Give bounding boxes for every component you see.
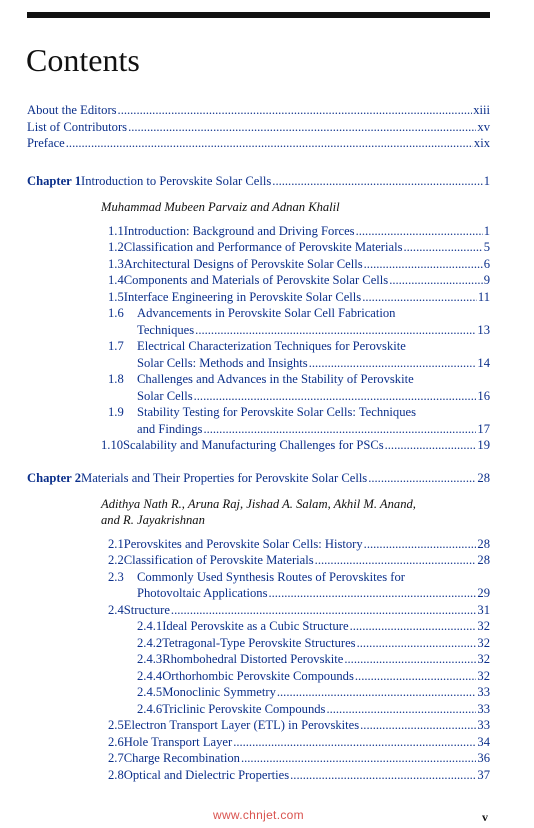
section-page: 28	[477, 553, 490, 567]
section-entry[interactable]	[137, 684, 490, 700]
section-title: Solar Cells	[137, 388, 193, 403]
section-title: Electron Transport Layer (ETL) in Perovskites	[123, 718, 360, 732]
section-page: 32	[477, 652, 490, 666]
chapter-authors: Adithya Nath R., Aruna Raj, Jishad A. Salam, Akhil M. Anand,	[101, 496, 416, 511]
section-page: 19	[477, 438, 490, 452]
dot-leader	[326, 701, 476, 717]
section-page: 14	[477, 355, 490, 370]
section-entry[interactable]	[108, 552, 490, 568]
section-title: Classification and Performance of Perovskite Materials	[123, 240, 403, 254]
section-page: 1	[483, 223, 490, 238]
section-entry[interactable]	[137, 618, 490, 634]
section-page: 32	[477, 668, 490, 683]
section-page: 33	[477, 701, 490, 716]
dot-leader	[385, 437, 477, 453]
section-title: Hole Transport Layer	[123, 734, 233, 749]
section-number: 1.1	[108, 223, 124, 238]
section-title: Challenges and Advances in the Stability of Perovskite	[137, 372, 414, 386]
dot-leader	[171, 602, 476, 618]
dot-leader	[403, 239, 482, 255]
entry-page: xv	[477, 119, 490, 134]
section-title: Monoclinic Symmetry	[162, 685, 276, 699]
dot-leader	[233, 734, 476, 750]
section-entry[interactable]	[108, 569, 490, 585]
entry-label: Preface	[27, 136, 65, 150]
section-number: 2.4.3	[137, 652, 163, 666]
chapter-number: Chapter 2	[27, 470, 81, 485]
section-title: Electrical Characterization Techniques for Perovskite	[137, 339, 406, 353]
section-title: Components and Materials of Perovskite Solar Cells	[123, 273, 389, 287]
section-page: 34	[477, 734, 490, 749]
section-entry[interactable]	[108, 734, 490, 750]
section-title: Photovoltaic Applications	[137, 586, 268, 600]
page-number: v	[482, 810, 488, 824]
section-entry-continued[interactable]	[137, 421, 490, 437]
dot-leader	[290, 767, 476, 783]
dot-leader	[277, 684, 477, 700]
section-entry[interactable]	[137, 701, 490, 717]
dot-leader	[364, 536, 477, 552]
dot-leader	[364, 256, 483, 272]
section-title: Perovskites and Perovskite Solar Cells: History	[123, 536, 363, 551]
section-page: 32	[477, 619, 490, 633]
section-title: and Findings	[137, 421, 203, 436]
section-number: 1.7	[108, 339, 124, 353]
section-title: Scalability and Manufacturing Challenges for PSCs	[123, 438, 384, 452]
watermark: www.chnjet.com	[213, 808, 304, 822]
toc-entry[interactable]	[27, 135, 490, 151]
section-title: Triclinic Perovskite Compounds	[162, 701, 326, 716]
dot-leader	[66, 135, 473, 151]
entry-page: xix	[473, 136, 490, 150]
section-entry[interactable]	[108, 338, 490, 354]
section-page: 9	[483, 273, 490, 287]
section-title: Advancements in Perovskite Solar Cell Fabrication	[137, 306, 396, 320]
dot-leader	[272, 173, 482, 189]
entry-label: List of Contributors	[27, 119, 128, 134]
toc-entry[interactable]	[27, 119, 490, 135]
section-number: 1.5	[108, 289, 124, 304]
section-number: 1.2	[108, 240, 124, 254]
section-title: Rhombohedral Distorted Perovskite	[162, 652, 344, 666]
dot-leader	[128, 119, 476, 135]
section-title: Classification of Perovskite Materials	[123, 553, 314, 567]
section-page: 5	[483, 240, 490, 254]
chapter-title: Materials and Their Properties for Perovskite Solar Cells	[81, 470, 368, 485]
section-entry[interactable]	[108, 223, 490, 239]
toc-entry[interactable]	[27, 102, 490, 118]
section-number: 1.4	[108, 273, 124, 287]
section-page: 36	[477, 751, 490, 765]
section-entry[interactable]	[137, 635, 490, 651]
chapter-title: Introduction to Perovskite Solar Cells	[81, 174, 272, 188]
section-title: Architectural Designs of Perovskite Solar Cells	[123, 256, 363, 271]
section-entry[interactable]	[108, 239, 490, 255]
dot-leader	[194, 388, 477, 404]
section-entry-continued[interactable]	[137, 322, 490, 338]
section-entry[interactable]	[101, 437, 490, 453]
section-entry[interactable]	[137, 651, 490, 667]
section-title: Interface Engineering in Perovskite Solar Cells	[123, 289, 362, 304]
section-entry[interactable]	[108, 602, 490, 618]
section-number: 1.9	[108, 405, 124, 419]
section-page: 31	[477, 602, 490, 617]
section-page: 17	[477, 421, 490, 436]
chapter-authors: Muhammad Mubeen Parvaiz and Adnan Khalil	[101, 200, 340, 214]
section-number: 2.4.6	[137, 701, 163, 716]
section-number: 2.7	[108, 751, 124, 765]
section-entry[interactable]	[108, 256, 490, 272]
dot-leader	[362, 289, 477, 305]
section-page: 37	[477, 767, 490, 782]
section-page: 33	[477, 718, 490, 732]
section-entry[interactable]	[108, 289, 490, 305]
section-title: Structure	[123, 602, 170, 617]
section-page: 16	[477, 388, 490, 403]
top-rule	[27, 12, 490, 18]
section-page: 28	[477, 536, 490, 551]
section-number: 1.8	[108, 372, 124, 386]
section-title: Tetragonal-Type Perovskite Structures	[162, 635, 356, 650]
section-entry[interactable]	[108, 404, 490, 420]
chapter-page: 28	[477, 470, 490, 485]
section-entry[interactable]	[137, 668, 490, 684]
dot-leader	[118, 102, 473, 118]
section-page: 6	[483, 256, 490, 271]
chapter-authors: and R. Jayakrishnan	[101, 513, 205, 527]
section-number: 1.10	[101, 438, 124, 452]
chapter-page: 1	[483, 174, 490, 188]
dot-leader	[241, 750, 476, 766]
section-number: 2.4.2	[137, 635, 163, 650]
section-number: 2.4.5	[137, 685, 163, 699]
section-number: 2.4.1	[137, 619, 163, 633]
section-page: 33	[477, 685, 490, 699]
section-entry[interactable]	[108, 305, 490, 321]
section-page: 32	[477, 635, 490, 650]
entry-page: xiii	[473, 103, 490, 117]
dot-leader	[350, 618, 477, 634]
section-entry-continued[interactable]	[137, 388, 490, 404]
chapter-number: Chapter 1	[27, 174, 81, 188]
dot-leader	[344, 651, 476, 667]
dot-leader	[355, 668, 477, 684]
section-page: 29	[477, 586, 490, 600]
dot-leader	[389, 272, 483, 288]
section-page: 13	[477, 322, 490, 337]
dot-leader	[356, 223, 483, 239]
section-entry-continued[interactable]	[137, 355, 490, 371]
dot-leader	[360, 717, 476, 733]
entry-label: About the Editors	[27, 103, 117, 117]
section-title: Stability Testing for Perovskite Solar Cells: Techniques	[137, 405, 417, 419]
section-entry[interactable]	[108, 371, 490, 387]
chapter-entry[interactable]	[27, 173, 490, 189]
section-number: 2.8	[108, 767, 124, 782]
dot-leader	[357, 635, 477, 651]
section-number: 2.5	[108, 718, 124, 732]
section-entry[interactable]	[108, 272, 490, 288]
section-number: 2.4.4	[137, 668, 163, 683]
section-number: 2.4	[108, 602, 124, 617]
section-entry[interactable]	[108, 536, 490, 552]
section-title: Commonly Used Synthesis Routes of Perovskites for	[137, 569, 405, 584]
dot-leader	[195, 322, 476, 338]
section-number: 1.6	[108, 306, 124, 320]
section-title: Solar Cells: Methods and Insights	[137, 355, 308, 370]
section-title: Optical and Dielectric Properties	[123, 767, 290, 782]
section-number: 2.3	[108, 569, 124, 584]
dot-leader	[268, 585, 476, 601]
section-title: Orthorhombic Perovskite Compounds	[162, 668, 354, 683]
section-title: Techniques	[137, 322, 195, 337]
dot-leader	[203, 421, 476, 437]
section-title: Introduction: Background and Driving Forces	[123, 223, 355, 238]
dot-leader	[309, 355, 477, 371]
section-entry[interactable]	[108, 750, 490, 766]
section-title: Ideal Perovskite as a Cubic Structure	[162, 619, 349, 633]
section-entry[interactable]	[108, 767, 490, 783]
section-title: Charge Recombination	[123, 751, 240, 765]
section-entry[interactable]	[108, 717, 490, 733]
section-entry-continued[interactable]	[137, 585, 490, 601]
dot-leader	[315, 552, 477, 568]
section-number: 2.2	[108, 553, 124, 567]
chapter-entry[interactable]	[27, 470, 490, 486]
dot-leader	[368, 470, 476, 486]
section-page: 11	[477, 289, 490, 304]
section-number: 2.6	[108, 734, 124, 749]
section-number: 1.3	[108, 256, 124, 271]
section-number: 2.1	[108, 536, 124, 551]
page-title: Contents	[26, 42, 140, 78]
